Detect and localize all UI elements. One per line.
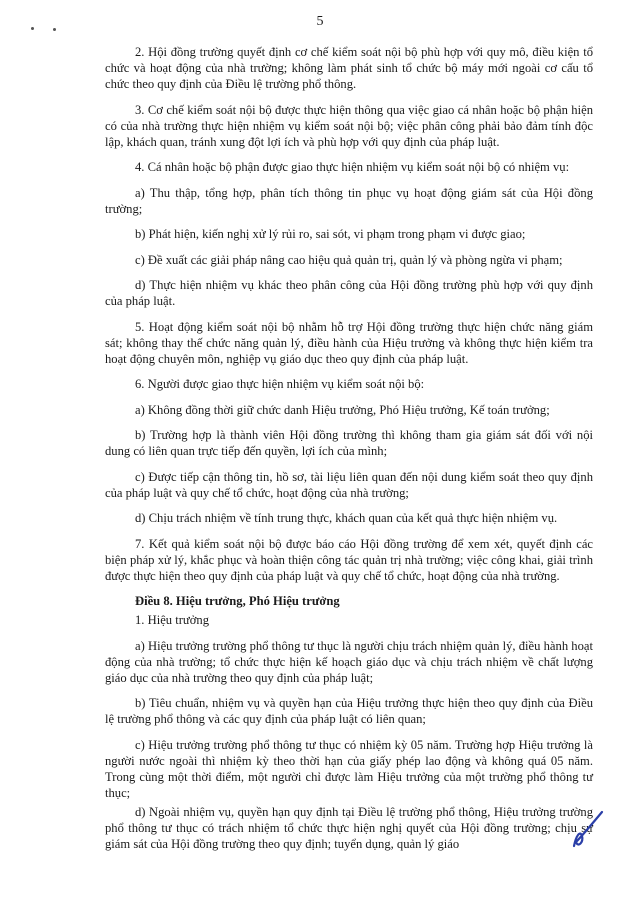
paragraph-4: 4. Cá nhân hoặc bộ phận được giao thực hiện nhiệm vụ kiểm soát nội bộ có nhiệm vụ: (135, 160, 570, 174)
paragraph-6: 6. Người được giao thực hiện nhiệm vụ kiểm soát nội bộ: (135, 377, 425, 391)
section-1-heading: 1. Hiệu trưởng (135, 613, 209, 627)
paragraph-8-1d: d) Ngoài nhiệm vụ, quyền hạn quy định tại Điều lệ trường phổ thông, Hiệu trưởng trường phổ thông tư thục có trách nhiệm tổ chức thực hiện nghị quyết của Hội đồng trường; chịu sự giám sát của Hội đồng trường theo quy định; tuyển dụng, quản lý giáo (105, 804, 593, 851)
paragraph-8-1a: a) Hiệu trưởng trường phổ thông tư thục là người chịu trách nhiệm quản lý, điều hành hoạt động của nhà trường; tổ chức thực hiện kế hoạch giáo dục và chịu trách nhiệm về chất lượng giáo dục của nhà trường theo quy định của pháp luật; (105, 638, 593, 685)
paragraph-8-1c: c) Hiệu trưởng trường phổ thông tư thục có nhiệm kỳ 05 năm. Trường hợp Hiệu trưởng là người nước ngoài thì nhiệm kỳ theo thời hạn của giấy phép lao động và không quá 05 năm. Trong cùng một thời điểm, một người chỉ được làm Hiệu trưởng của một trường phổ thông tư thục; (105, 737, 593, 800)
paragraph-6b: b) Trường hợp là thành viên Hội đồng trường thì không tham gia giám sát đối với nội dung có liên quan trực tiếp đến quyền, lợi ích của mình; (105, 428, 593, 458)
page-number: 5 (316, 14, 324, 29)
paragraph-4a: a) Thu thập, tổng hợp, phân tích thông tin phục vụ hoạt động giám sát của Hội đồng trường; (105, 185, 593, 216)
paragraph-7: 7. Kết quả kiểm soát nội bộ được báo cáo Hội đồng trường để xem xét, quyết định các biện pháp xử lý, khắc phục và hoàn thiện công tác quản trị nhà trường; việc công khai, giải trình được thực hiện theo quy định của pháp luật và quy chế tổ chức, hoạt động của nhà trường. (105, 536, 593, 583)
paragraph-5: 5. Hoạt động kiểm soát nội bộ nhằm hỗ trợ Hội đồng trường thực hiện chức năng giám sát; không thay thế chức năng quản lý, điều hành của Hiệu trưởng và không thực hiện kiểm tra hoạt động chuyên môn, nghiệp vụ giáo dục theo quy định của pháp luật. (105, 319, 593, 366)
signature-mark (568, 806, 608, 850)
paragraph-6c: c) Được tiếp cận thông tin, hồ sơ, tài liệu liên quan đến nội dung kiểm soát theo quy định của pháp luật và quy chế tổ chức, hoạt động của nhà trường; (105, 469, 593, 500)
paragraph-8-1b: b) Tiêu chuẩn, nhiệm vụ và quyền hạn của Hiệu trưởng thực hiện theo quy định của Điều lệ trường phổ thông và các quy định của pháp luật có liên quan; (105, 696, 593, 726)
paragraph-4c: c) Đề xuất các giải pháp nâng cao hiệu quả quản trị, quản lý và phòng ngừa vi phạm; (135, 252, 563, 267)
document-body (105, 44, 593, 861)
paragraph-6a: a) Không đồng thời giữ chức danh Hiệu trưởng, Phó Hiệu trưởng, Kế toán trưởng; (135, 402, 550, 417)
paragraph-4b: b) Phát hiện, kiến nghị xử lý rủi ro, sai sót, vi phạm trong phạm vi được giao; (135, 227, 526, 241)
article-8-heading: Điều 8. Hiệu trưởng, Phó Hiệu trưởng (135, 594, 340, 608)
paragraph-2: 2. Hội đồng trường quyết định cơ chế kiểm soát nội bộ phù hợp với quy mô, điều kiện tổ chức và hoạt động của nhà trường; không làm phát sinh tổ chức bộ máy mới ngoài cơ cấu tổ chức theo quy định của Điều lệ trường phổ thông. (105, 45, 593, 91)
paragraph-4d: d) Thực hiện nhiệm vụ khác theo phân công của Hội đồng trường phù hợp với quy định của pháp luật. (105, 278, 593, 308)
paragraph-6d: d) Chịu trách nhiệm về tính trung thực, khách quan của kết quả thực hiện nhiệm vụ. (135, 511, 558, 525)
paragraph-3: 3. Cơ chế kiểm soát nội bộ được thực hiện thông qua việc giao cá nhân hoặc bộ phận hiện có của nhà trường thực hiện nhiệm vụ kiểm soát nội bộ; việc phân công phải bảo đảm tính độc lập, khách quan, tránh xung đột lợi ích và phù hợp với quy định của pháp luật. (105, 102, 593, 149)
